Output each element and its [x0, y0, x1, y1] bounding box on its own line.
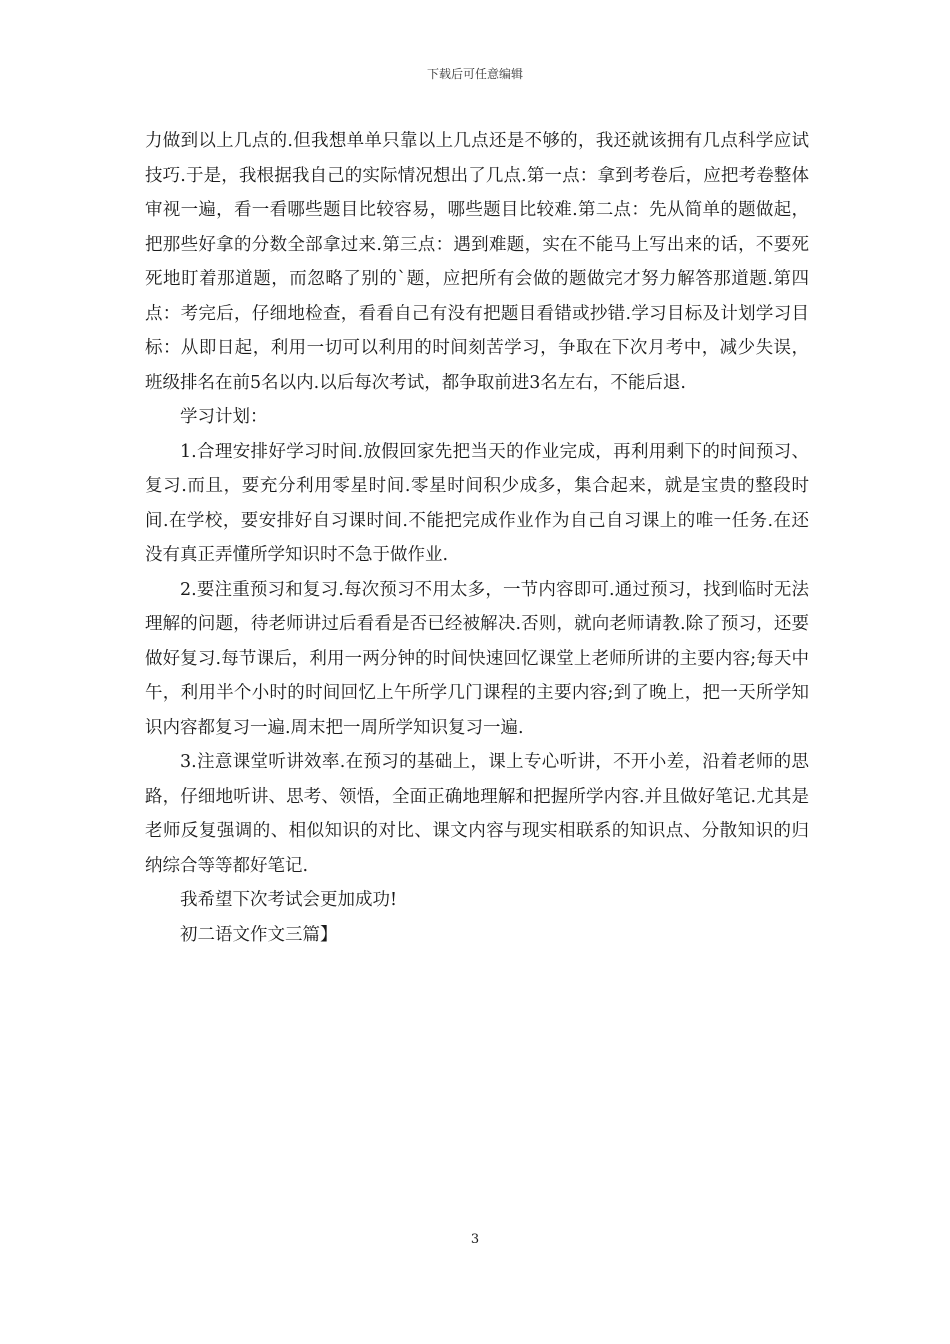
paragraph-exam-skills: 力做到以上几点的.但我想单单只靠以上几点还是不够的，我还就该拥有几点科学应试技巧.于是，我根据我自己的实际情况想出了几点.第一点：拿到考卷后，应把考卷整体审视一遍，看一看哪些题目比较容易，哪些题目比较难.第二点：先从简单的题做起，把那些好拿的分数全部拿过来.第三点：遇到难题，实在不能马上写出来的话，不要死死地盯着那道题，而忽略了别的`题，应把所有会做的题做完才努力解答那道题.第四点：考完后，仔细地检查，看看自己有没有把题目看错或抄错.学习目标及计划学习目标：从即日起，利用一切可以利用的时间刻苦学习，争取在下次月考中，减少失误，班级排名在前5名以内.以后每次考试，都争取前进3名左右，不能后退. — [145, 131, 809, 393]
paragraph-plan-item-3: 3.注意课堂听讲效率.在预习的基础上，课上专心听讲，不开小差，沿着老师的思路，仔细地听讲、思考、领悟，全面正确地理解和把握所学内容.并且做好笔记.尤其是老师反复强调的、相似知识的对比、课文内容与现实相联系的知识点、分散知识的归纳综合等等都好笔记. — [145, 752, 809, 876]
paragraph-next-section-title: 初二语文作文三篇】 — [180, 924, 338, 945]
page-number: 3 — [470, 1232, 480, 1247]
paragraph-plan-item-1: 1.合理安排好学习时间.放假回家先把当天的作业完成，再利用剩下的时间预习、复习.而且，要充分利用零星时间.零星时间积少成多，集合起来，就是宝贵的整段时间.在学校，要安排好自习课时间.不能把完成作业作为自己自习课上的唯一任务.在还没有真正弄懂所学知识时不急于做作业. — [145, 441, 809, 565]
document-body — [145, 124, 809, 952]
paragraph-plan-item-2: 2.要注重预习和复习.每次预习不用太多，一节内容即可.通过预习，找到临时无法理解的问题，待老师讲过后看看是否已经被解决.否则，就向老师请教.除了预习，还要做好复习.每节课后，利用一两分钟的时间快速回忆课堂上老师所讲的主要内容;每天中午，利用半个小时的时间回忆上午所学几门课程的主要内容;到了晚上，把一天所学知识内容都复习一遍.周末把一周所学知识复习一遍. — [145, 579, 809, 738]
paragraph-plan-heading: 学习计划： — [180, 407, 268, 427]
page-header: 下载后可任意编辑 — [426, 67, 523, 81]
paragraph-closing-wish: 我希望下次考试会更加成功! — [180, 890, 398, 910]
